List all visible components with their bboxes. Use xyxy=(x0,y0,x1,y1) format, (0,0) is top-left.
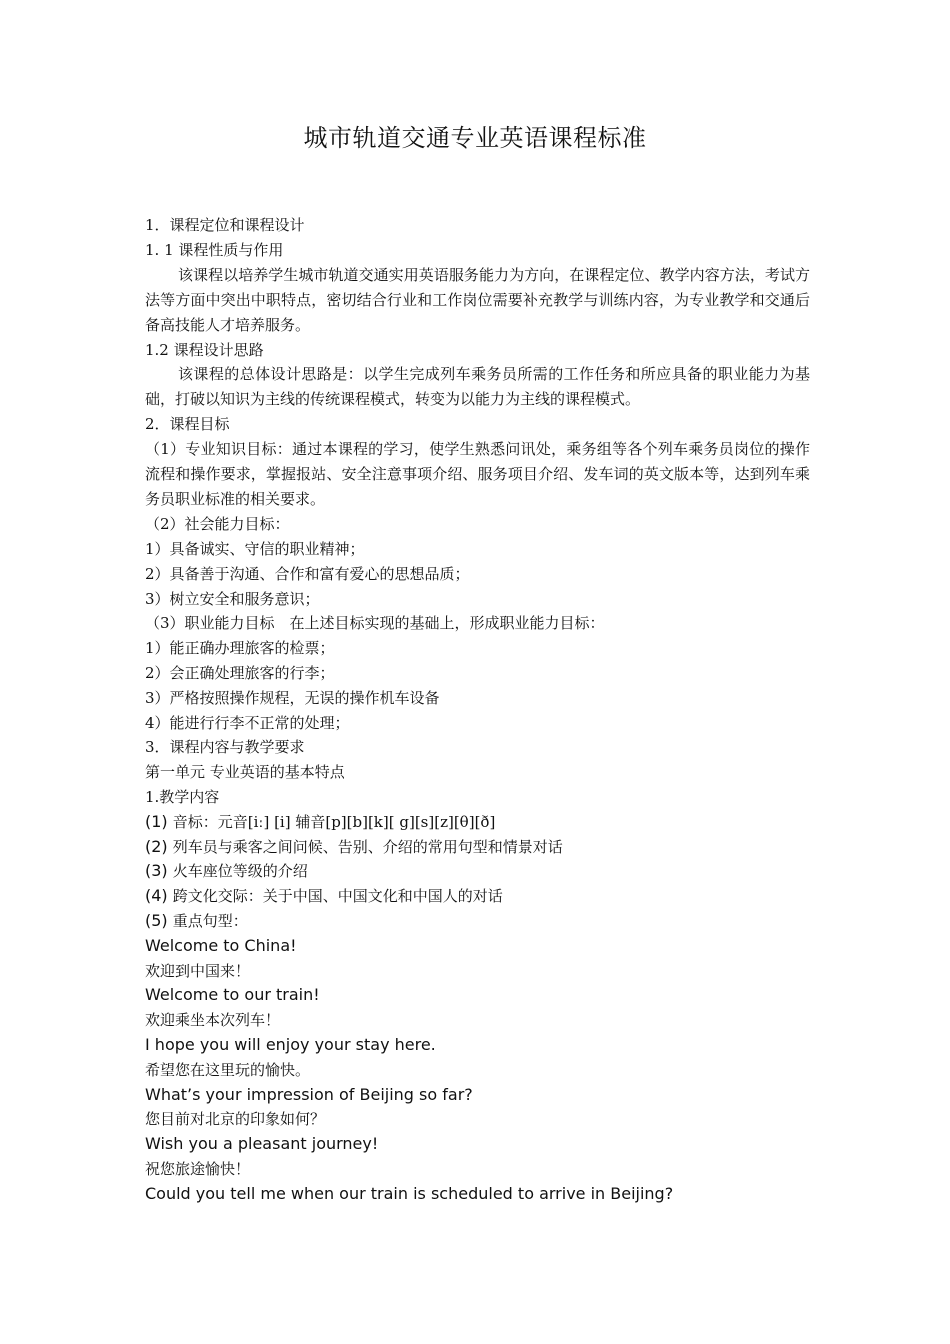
english-sentence: Welcome to our train! xyxy=(145,985,320,1005)
english-sentence: I hope you will enjoy your stay here. xyxy=(145,1034,436,1054)
item-text: 重点句型： xyxy=(172,911,248,930)
section-2-heading: 2．课程目标 xyxy=(145,415,230,434)
chinese-translation: 祝您旅途愉快！ xyxy=(145,1159,251,1178)
item-text: 音标：元音[iː] [i] 辅音[p][b][k][ g][s][z][θ][ð] xyxy=(172,812,496,831)
content-item xyxy=(145,884,810,909)
list-item: 1）具备诚实、守信的职业精神； xyxy=(145,539,365,558)
item-number: (5) xyxy=(145,910,173,930)
content-item xyxy=(145,835,810,860)
item-text: 列车员与乘客之间问候、告别、介绍的常用句型和情景对话 xyxy=(172,837,563,856)
item-text: 火车座位等级的介绍 xyxy=(172,862,308,881)
content-item xyxy=(145,810,810,835)
list-item: 2）具备善于沟通、合作和富有爱心的思想品质； xyxy=(145,564,470,583)
english-sentence: What’s your impression of Beijing so far? xyxy=(145,1084,473,1104)
document-title: 城市轨道交通专业英语课程标准 xyxy=(303,124,647,152)
english-sentence: Wish you a pleasant journey! xyxy=(145,1134,379,1154)
list-item: 2）会正确处理旅客的行李； xyxy=(145,663,335,682)
english-sentence: Welcome to China! xyxy=(145,935,297,955)
goal-1-paragraph: （1）专业知识目标：通过本课程的学习，使学生熟悉问讯处，乘务组等各个列车乘务员岗位的操作流程和操作要求，掌握报站、安全注意事项介绍、服务项目介绍、发车词的英文版本等，达到列车乘务员职业标准的相关要求。 xyxy=(145,440,810,509)
item-number: (2) xyxy=(145,836,173,856)
content-heading: 1.教学内容 xyxy=(145,787,220,806)
section-1-heading: 1．课程定位和课程设计 xyxy=(145,216,305,234)
content-item xyxy=(145,859,810,884)
section-1-2-paragraph: 该课程的总体设计思路是：以学生完成列车乘务员所需的工作任务和所应具备的职业能力为基础，打破以知识为主线的传统课程模式，转变为以能力为主线的课程模式。 xyxy=(145,365,810,409)
goal-2-heading: （2）社会能力目标： xyxy=(145,515,290,534)
list-item: 3）树立安全和服务意识； xyxy=(145,589,320,608)
chinese-translation: 欢迎乘坐本次列车！ xyxy=(145,1011,281,1030)
content-item xyxy=(145,909,810,934)
chinese-translation: 您目前对北京的印象如何？ xyxy=(145,1110,326,1129)
chinese-translation: 希望您在这里玩的愉快。 xyxy=(145,1060,311,1079)
list-item: 3）严格按照操作规程，无误的操作机车设备 xyxy=(145,688,440,707)
item-number: (3) xyxy=(145,861,173,881)
unit-heading: 第一单元 专业英语的基本特点 xyxy=(145,763,345,782)
item-text: 跨文化交际：关于中国、中国文化和中国人的对话 xyxy=(172,887,503,906)
section-1-1-heading: 1. 1 课程性质与作用 xyxy=(145,240,284,259)
section-1-2-heading: 1.2 课程设计思路 xyxy=(145,340,264,359)
section-1-1-paragraph: 该课程以培养学生城市轨道交通实用英语服务能力为方向，在课程定位、教学内容方法，考试方法等方面中突出中职特点，密切结合行业和工作岗位需要补充教学与训练内容，为专业教学和交通后备高技能人才培养服务。 xyxy=(145,265,810,334)
item-number: (1) xyxy=(145,811,173,831)
section-3-heading: 3．课程内容与教学要求 xyxy=(145,738,305,757)
list-item: 4）能进行行李不正常的处理； xyxy=(145,713,350,732)
chinese-translation: 欢迎到中国来！ xyxy=(145,961,251,980)
item-number: (4) xyxy=(145,886,173,906)
list-item: 1）能正确办理旅客的检票； xyxy=(145,639,335,658)
document-body xyxy=(145,213,810,1207)
english-sentence: Could you tell me when our train is scheduled to arrive in Beijing? xyxy=(145,1183,674,1203)
goal-3-heading: （3）职业能力目标 在上述目标实现的基础上，形成职业能力目标： xyxy=(145,614,605,633)
